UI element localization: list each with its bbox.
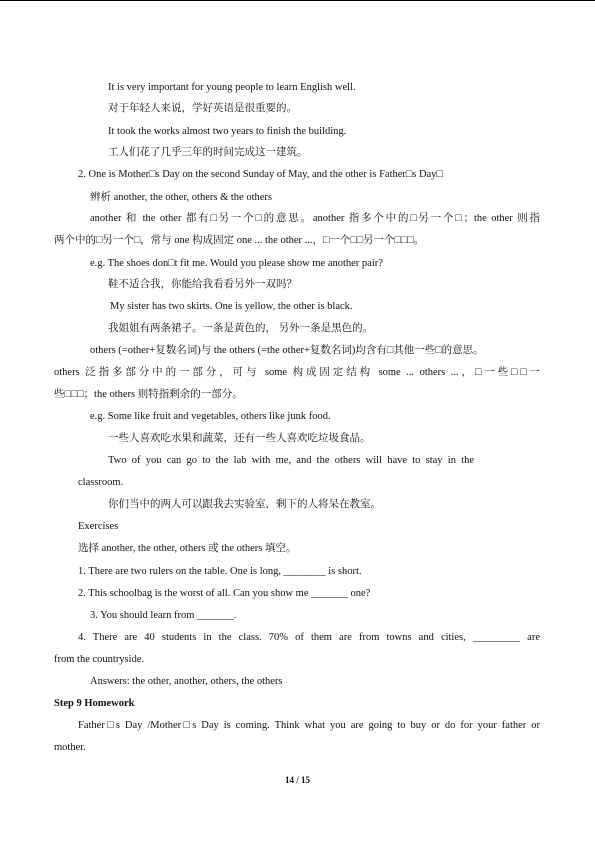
exercise-4-cont: from the countryside. [54,654,145,665]
others-explanation-2: others 泛指多部分中的一部分，可与 some 构成固定结构 some ... others ...，□一些□□一 [54,367,540,378]
exercise-1: 1. There are two rulers on the table. One is long, ________ is short. [78,566,362,577]
example-sentence-2: It took the works almost two years to finish the building. [108,126,347,137]
example-sentence-1: It is very important for young people to learn English well. [108,82,356,93]
exercises-instruction: 选择 another, the other, others 或 the others 填空。 [78,543,297,554]
example-translation-3: 鞋不适合我，你能给我看看另外一双吗？ [108,279,297,290]
example-translation-6: 你们当中的两人可以跟我去实验室，剩下的人将呆在教室。 [108,499,381,510]
answers: Answers: the other, another, others, the others [90,676,283,687]
explanation-line-1: another 和 the other 都有□另一个□的意思。another 指多个中的□另一个□；the other 则指 [90,213,540,224]
explanation-line-2: 两个中的□另一个□，常与 one 构成固定 one ... the other ...，□一个□□另一个□□□。 [54,235,425,246]
example-sentence-5: e.g. Some like fruit and vegetables, others like junk food. [90,411,331,422]
example-sentence-6-cont: classroom. [78,477,124,488]
others-explanation-1: others (=other+复数名词)与 the others (=the other+复数名词)均含有□其他一些□的意思。 [90,345,484,356]
example-translation-4: 我姐姐有两条裙子。一条是黄色的， 另外一条是黑色的。 [108,323,374,334]
step-9-heading: Step 9 Homework [54,698,135,709]
example-sentence-6: Two of you can go to the lab with me, and the others will have to stay in the [108,455,474,466]
analysis-heading: 辨析 another, the other, others & the others [90,192,272,203]
top-rule [0,0,595,1]
point-2-heading: 2. One is Mother□s Day on the second Sunday of May, and the other is Father□s Day□ [78,169,443,180]
example-sentence-3: e.g. The shoes don□t fit me. Would you please show me another pair? [90,258,383,269]
example-sentence-4: My sister has two skirts. One is yellow, the other is black. [110,301,353,312]
example-translation-2: 工人们花了几乎三年的时间完成这一建筑。 [108,147,308,158]
homework-line-2: mother. [54,742,86,753]
others-explanation-3: 些□□□；the others 则特指剩余的一部分。 [54,389,243,400]
exercise-4: 4. There are 40 students in the class. 70% of them are from towns and cities, _________ are [78,632,540,643]
exercises-heading: Exercises [78,521,119,532]
page-number: 14 / 15 [284,775,310,785]
example-translation-5: 一些人喜欢吃水果和蔬菜，还有一些人喜欢吃垃圾食品。 [108,433,371,444]
homework-line-1: Father□s Day /Mother□s Day is coming. Think what you are going to buy or do for your father or [78,720,540,731]
exercise-3: 3. You should learn from _______. [90,610,237,621]
exercise-2: 2. This schoolbag is the worst of all. Can you show me _______ one? [78,588,371,599]
example-translation-1: 对于年轻人来说，学好英语是很重要的。 [108,103,297,114]
